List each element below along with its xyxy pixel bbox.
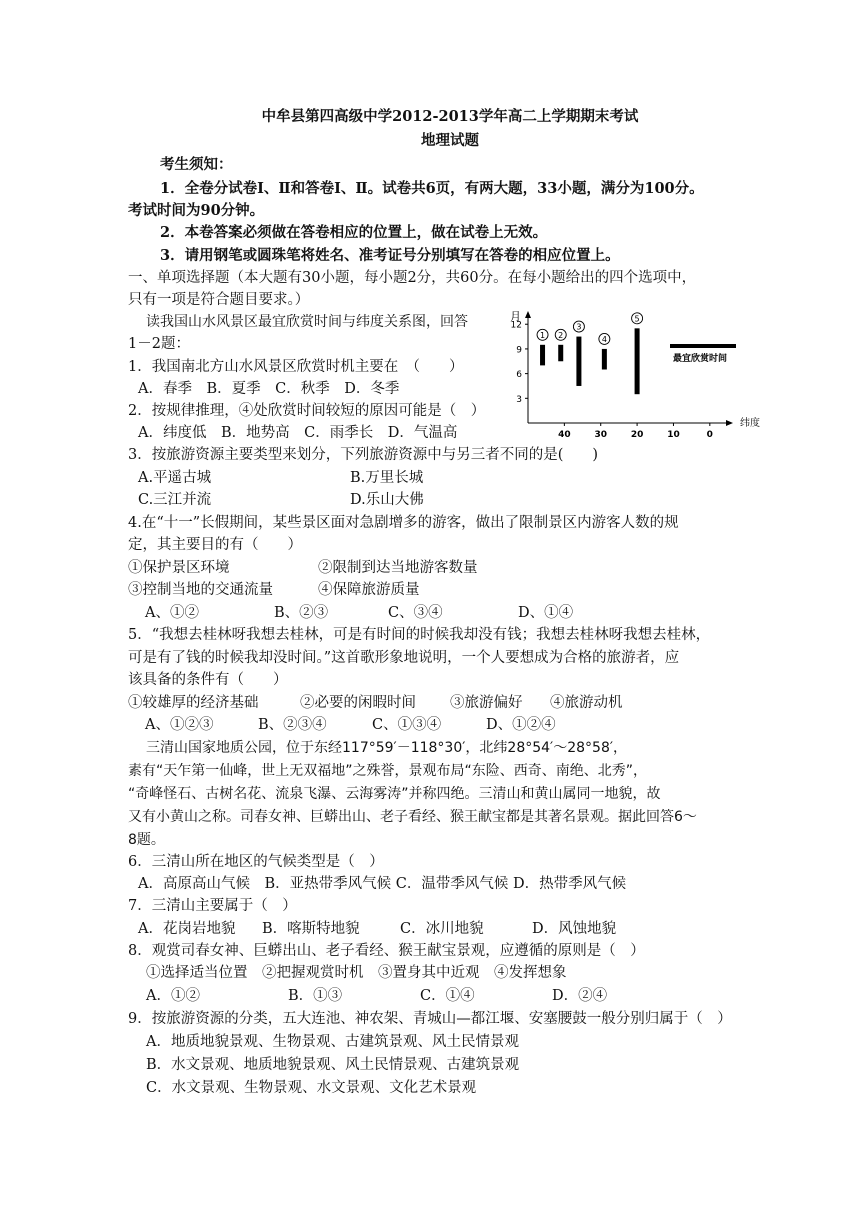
q9-option-a: A．地质地貌景观、生物景观、古建筑景观、风土民情景观 (146, 1034, 519, 1050)
q4-option-c: C、③④ (388, 605, 443, 621)
q9-option-b: B．水文景观、地质地貌景观、风土民情景观、古建筑景观 (146, 1057, 520, 1073)
x-tick-label: 20 (630, 430, 644, 438)
bar-label: 2 (558, 330, 564, 340)
bar-label: 4 (601, 334, 607, 344)
x-axis (528, 420, 733, 426)
viewing-time-bar (635, 328, 640, 394)
x-tick-label: 30 (594, 430, 607, 438)
q3-option-b: B.万里长城 (350, 470, 424, 486)
q4-statement-3: ③控制当地的交通流量 (128, 582, 273, 598)
section-heading: 一、单项选择题（本大题有30小题，每小题2分，共60分。在每小题给出的四个选项中， (128, 270, 697, 286)
exam-subtitle: 地理试题 (421, 132, 479, 149)
q4-option-d: D、①④ (518, 605, 574, 621)
passage-line-4: 又有小黄山之称。司春女神、巨蟒出山、老子看经、猴王献宝都是其著名景观。据此回答6～ (128, 809, 697, 825)
q4-stem-cont: 定，其主要目的有（ ） (128, 537, 302, 553)
q4-option-b: B、②③ (274, 605, 329, 621)
q6-options: A．高原高山气候 B．亚热带季风气候 C．温带季风气候 D．热带季风气候 (138, 876, 627, 892)
q8-option-a: A．①② (146, 988, 200, 1004)
passage-line-5: 8题。 (128, 832, 165, 848)
q3-option-a: A.平遥古城 (138, 470, 212, 486)
notice-item-2: 2．本卷答案必须做在答卷相应的位置上，做在试卷上无效。 (160, 224, 548, 241)
q8-stem: 8．观赏司春女神、巨蟒出山、老子看经、猴王献宝景观，应遵循的原则是（ ） (128, 943, 645, 959)
q8-option-d: D．②④ (552, 988, 608, 1004)
viewing-time-bar (576, 337, 581, 386)
y-tick-label: 9 (516, 345, 522, 356)
q4-stem: 4.在“十一”长假期间，某些景区面对急剧增多的游客，做出了限制景区内游客人数的规 (128, 515, 679, 531)
bar-label: 1 (539, 330, 546, 340)
q3-stem: 3．按旅游资源主要类型来划分，下列旅游资源中与另三者不同的是( ) (128, 447, 599, 463)
chart-intro: 读我国山水风景区最宜欣赏时间与纬度关系图，回答 (146, 314, 468, 330)
section-heading-cont: 只有一项是符合题目要求。） (128, 292, 310, 308)
q2-options: A．纬度低 B．地势高 C．雨季长 D．气温高 (138, 425, 458, 441)
q5-statement-3: ③旅游偏好 (450, 695, 523, 711)
q5-stem-cont-2: 该具备的条件有（ ） (128, 672, 288, 688)
q4-statement-2: ②限制到达当地游客数量 (318, 560, 478, 576)
bar-label: 5 (634, 314, 640, 324)
q7-option-b: B．喀斯特地貌 (262, 921, 360, 937)
q5-stem: 5．“我想去桂林呀我想去桂林，可是有时间的时候我却没有钱；我想去桂林呀我想去桂林， (128, 627, 711, 643)
q7-option-d: D．风蚀地貌 (532, 921, 617, 937)
x-tick-label: 10 (667, 430, 680, 438)
q4-statement-1: ①保护景区环境 (128, 560, 230, 576)
q5-option-b: B、②③④ (258, 717, 327, 733)
y-tick-label: 6 (516, 370, 522, 381)
passage-line-2: 素有“天乍第一仙峰，世上无双福地”之殊誉，景观布局“东险、西奇、南绝、北秀”， (128, 763, 648, 779)
notice-item-3: 3．请用钢笔或圆珠笔将姓名、准考证号分别填写在答卷的相应位置上。 (160, 247, 620, 264)
y-axis (525, 311, 531, 423)
q6-stem: 6．三清山所在地区的气候类型是（ ） (128, 854, 384, 870)
y-tick-label: 12 (510, 320, 522, 331)
legend (670, 346, 736, 364)
notice-heading: 考生须知： (160, 156, 233, 173)
q7-stem: 7．三清山主要属于（ ） (128, 898, 297, 914)
q8-statements: ①选择适当位置 ②把握观赏时机 ③置身其中近观 ④发挥想象 (146, 965, 567, 981)
x-axis-label: 纬度 (740, 418, 760, 429)
legend-label: 最宜欣赏时间 (673, 354, 728, 364)
y-axis-label: 月 (510, 310, 521, 323)
q5-statement-2: ②必要的闲暇时间 (300, 695, 416, 711)
notice-item-1: 1．全卷分试卷Ⅰ、Ⅱ和答卷Ⅰ、Ⅱ。试卷共6页，有两大题，33小题，满分为100分。 (160, 180, 704, 197)
exam-title: 中牟县第四高级中学2012-2013学年高二上学期期末考试 (261, 108, 639, 125)
x-tick-label: 0 (706, 430, 713, 438)
q5-option-d: D、①②④ (486, 717, 556, 733)
q7-option-a: A．花岗岩地貌 (138, 921, 236, 937)
q5-option-c: C、①③④ (372, 717, 442, 733)
chart-intro-cont: 1－2题： (128, 336, 190, 352)
q7-option-c: C．冰川地貌 (400, 921, 484, 937)
q9-stem: 9．按旅游资源的分类，五大连池、神农架、青城山—都江堰、安塞腰鼓一般分别归属于（ ） (128, 1011, 732, 1027)
q5-statement-1: ①较雄厚的经济基础 (128, 695, 259, 711)
q8-option-c: C．①④ (420, 988, 475, 1004)
viewing-time-bar (602, 349, 607, 370)
q4-statement-4: ④保障旅游质量 (318, 582, 420, 598)
q5-statement-4: ④旅游动机 (550, 695, 623, 711)
viewing-time-bar (558, 345, 563, 361)
passage-line-1: 三清山国家地质公园，位于东经117°59′－118°30′，北纬28°54′～28°58′， (146, 740, 628, 756)
notice-item-1-cont: 考试时间为90分钟。 (128, 202, 265, 219)
x-tick-label: 40 (558, 430, 571, 438)
q8-option-b: B．①③ (288, 988, 343, 1004)
y-tick-label: 3 (516, 394, 522, 405)
q5-option-a: A、①②③ (145, 717, 214, 733)
q1-options: A．春季 B．夏季 C．秋季 D．冬季 (138, 381, 400, 397)
q9-option-c: C．水文景观、生物景观、水文景观、文化艺术景观 (146, 1080, 477, 1096)
q2-stem: 2．按规律推理，④处欣赏时间较短的原因可能是（ ） (128, 403, 486, 419)
viewing-time-latitude-chart (498, 308, 778, 438)
q3-option-c: C.三江并流 (138, 492, 212, 508)
passage-line-3: “奇峰怪石、古树名花、流泉飞瀑、云海雾涛”并称四绝。三清山和黄山属同一地貌，故 (128, 786, 661, 802)
q3-option-d: D.乐山大佛 (350, 492, 424, 508)
q5-stem-cont-1: 可是有了钱的时候我却没时间。”这首歌形象地说明，一个人要想成为合格的旅游者，应 (128, 650, 680, 666)
q4-option-a: A、①② (145, 605, 199, 621)
q1-stem: 1．我国南北方山水风景区欣赏时机主要在 （ ） (128, 359, 464, 375)
viewing-time-bar (540, 345, 545, 366)
bar-label: 3 (576, 322, 582, 332)
